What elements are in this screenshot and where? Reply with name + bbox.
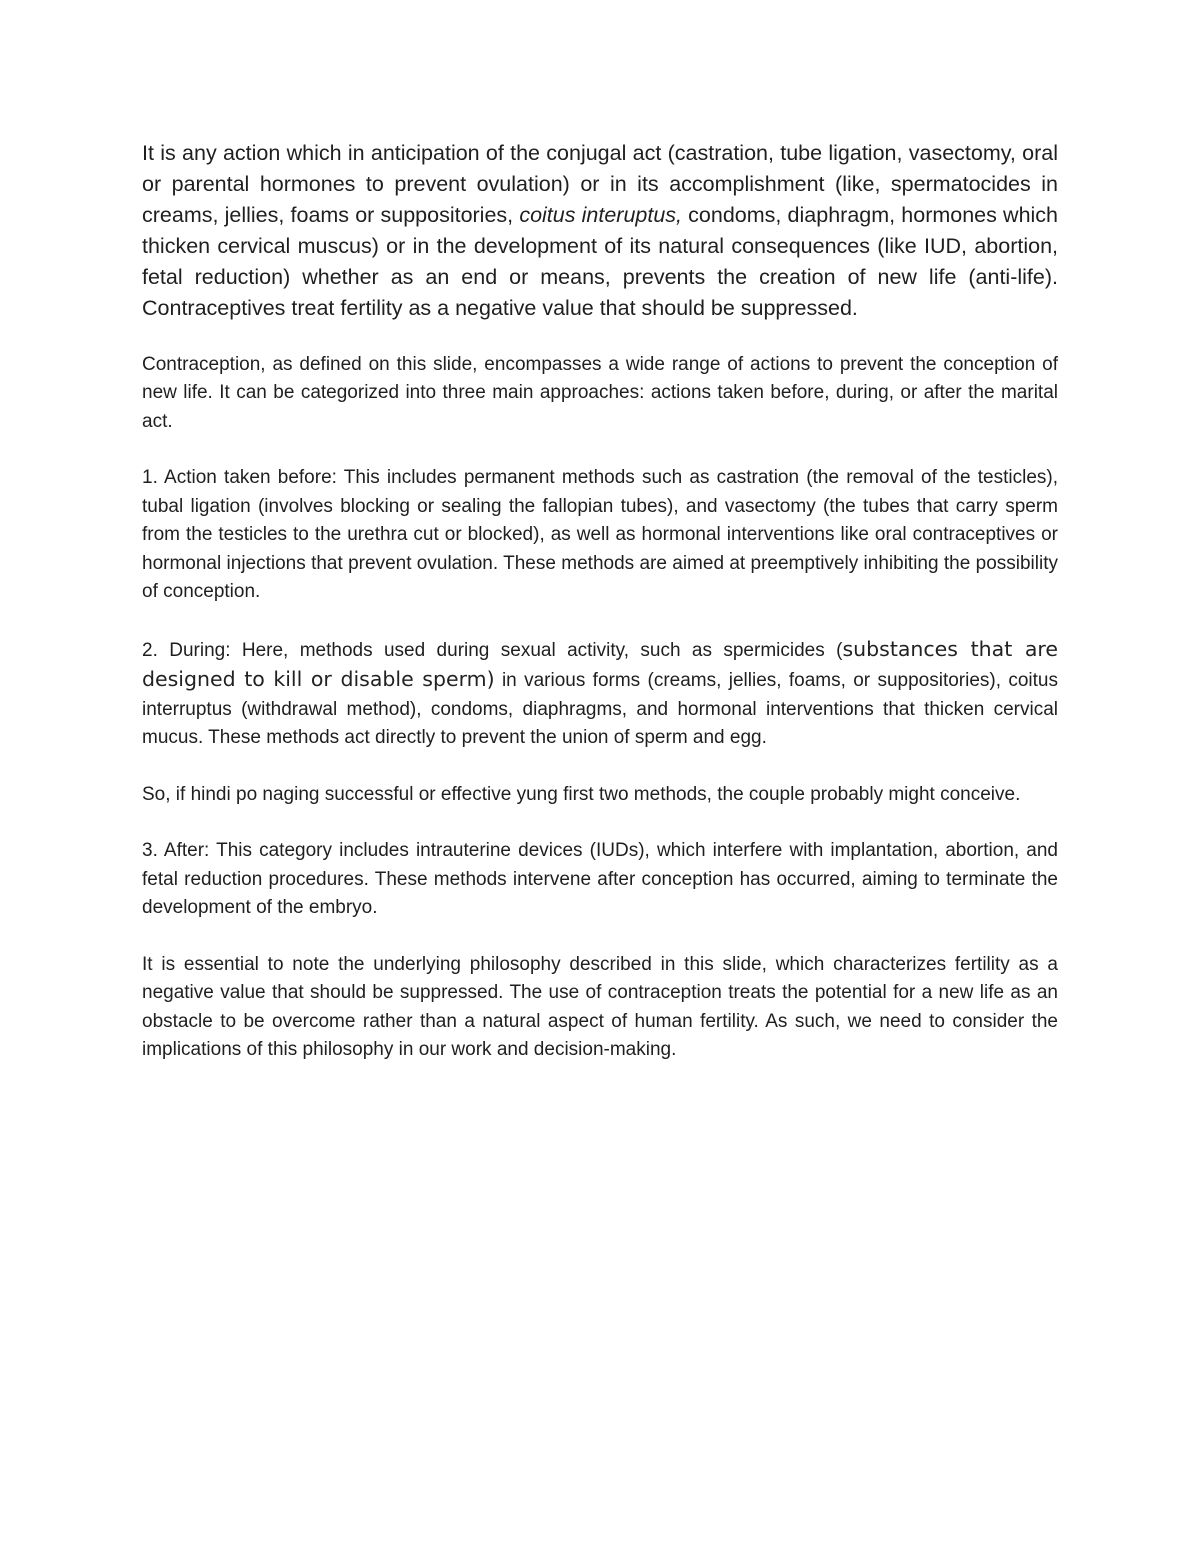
during-text-start: 2. During: Here, methods used during sexual activity, such as spermicides ( bbox=[142, 639, 843, 661]
during-emphasis-text: substances that are designed to kill or disable sperm) bbox=[142, 636, 1059, 692]
definition-text-start: It is any action which in anticipation of the conjugal act (castration, tube ligation, vasectomy, oral or parental hormones to prevent ovulation) or in its accomplishment (like, spermatocides in creams, jellies, foams or suppositories, bbox=[142, 141, 1058, 228]
during-text-end: in various forms (creams, jellies, foams, or suppositories), coitus interruptus (withdrawal method), condoms, diaphragms, and hormonal interventions that thicken cervical mucus. These methods act directly to prevent the union of sperm and egg. bbox=[142, 670, 1058, 749]
definition-italic-term: coitus interuptus, bbox=[519, 203, 683, 228]
paragraph-action-during bbox=[142, 635, 1058, 753]
paragraph-action-before: 1. Action taken before: This includes permanent methods such as castration (the removal of the testicles), tubal ligation (involves blocking or sealing the fallopian tubes), and vasectomy (the tubes that carry sperm from the testicles to the urethra cut or blocked), as well as hormonal interventions like oral contraceptives or hormonal injections that prevent ovulation. These methods are aimed at preemptively inhibiting the possibility of conception. bbox=[142, 467, 1058, 603]
document-body bbox=[142, 138, 1058, 1093]
paragraph-note: So, if hindi po naging successful or effective yung first two methods, the couple probably might conceive. bbox=[142, 783, 1021, 805]
paragraph-definition bbox=[142, 138, 1058, 325]
definition-text-end: condoms, diaphragm, hormones which thicken cervical muscus) or in the development of its natural consequences (like IUD, abortion, fetal reduction) whether as an end or means, prevents the creation of new life (anti-life). Contraceptives treat fertility as a negative value that should be suppressed. bbox=[142, 203, 1059, 321]
paragraph-overview: Contraception, as defined on this slide, encompasses a wide range of actions to prevent the conception of new life. It can be categorized into three main approaches: actions taken before, during, or after the marital act. bbox=[142, 353, 1058, 432]
paragraph-philosophy: It is essential to note the underlying philosophy described in this slide, which characterizes fertility as a negative value that should be suppressed. The use of contraception treats the potential for a new life as an obstacle to be overcome rather than a natural aspect of human fertility. As such, we need to consider the implications of this philosophy in our work and decision-making. bbox=[142, 953, 1058, 1061]
paragraph-action-after: 3. After: This category includes intrauterine devices (IUDs), which interfere with implantation, abortion, and fetal reduction procedures. These methods intervene after conception has occurred, aiming to terminate the development of the embryo. bbox=[142, 840, 1058, 919]
